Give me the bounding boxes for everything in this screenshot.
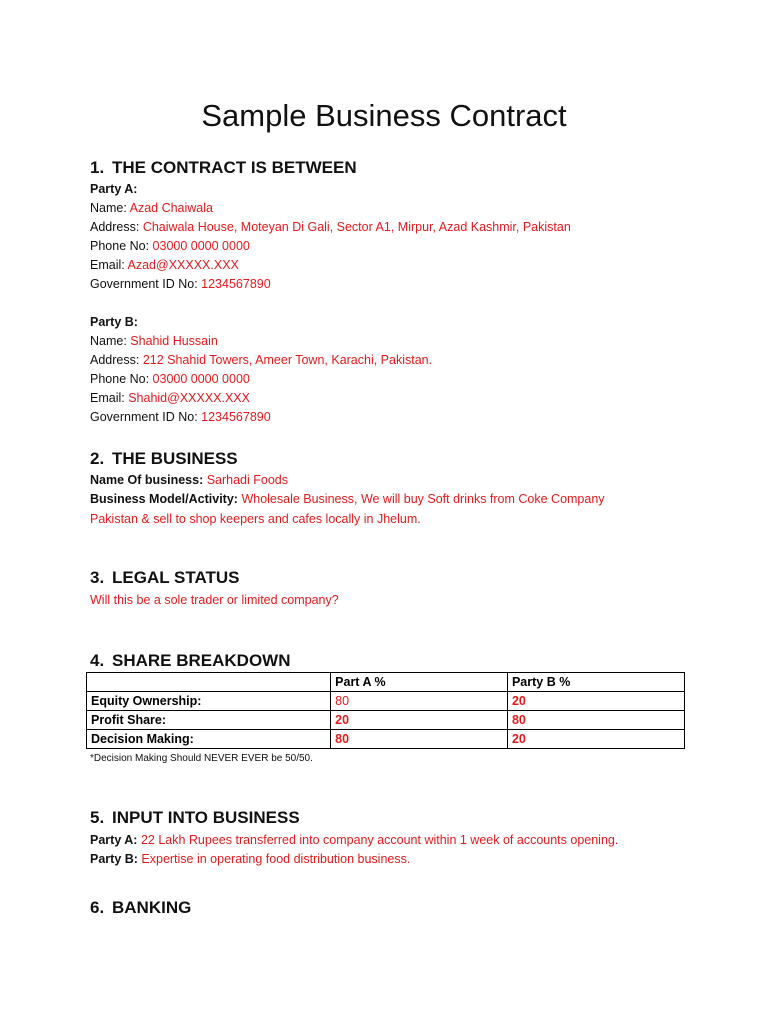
section-4-heading <box>90 650 291 672</box>
business-name: Sarhadi Foods <box>206 473 289 487</box>
row-label: Decision Making: <box>87 730 331 749</box>
party-b-govid-label: Government ID No: <box>90 410 202 424</box>
share-breakdown-table <box>86 672 685 749</box>
input-party-b: Expertise in operating food distribution business. <box>141 852 411 866</box>
party-b-govid-row <box>90 408 271 427</box>
party-a-value: 80 <box>331 730 508 749</box>
table-header-cell <box>87 673 331 692</box>
legal-status-question: Will this be a sole trader or limited company? <box>90 593 339 607</box>
party-a-email-row <box>90 256 239 275</box>
party-a-phone-label: Phone No: <box>90 239 153 253</box>
section-2-heading <box>90 448 238 470</box>
business-name-row <box>90 471 288 490</box>
party-a-label: Party A: <box>90 182 138 196</box>
business-model-row <box>90 490 605 509</box>
row-label: Equity Ownership: <box>87 692 331 711</box>
party-b-phone: 03000 0000 0000 <box>152 372 250 386</box>
table-row <box>87 730 685 749</box>
party-a-govid: 1234567890 <box>201 277 271 291</box>
input-party-b-row <box>90 850 410 869</box>
party-b-email-label: Email: <box>90 391 129 405</box>
party-a-phone-row <box>90 237 250 256</box>
input-party-b-label: Party B: <box>90 852 142 866</box>
party-a-name-label: Name: <box>90 201 130 215</box>
party-b-label: Party B: <box>90 315 138 329</box>
section-5-number: 5. <box>90 808 105 827</box>
section-6-title: BANKING <box>112 898 192 917</box>
table-row <box>87 711 685 730</box>
section-3-heading <box>90 567 240 589</box>
input-party-a-label: Party A: <box>90 833 141 847</box>
business-name-label: Name Of business: <box>90 473 207 487</box>
section-2-title: THE BUSINESS <box>112 449 238 468</box>
party-a-govid-label: Government ID No: <box>90 277 202 291</box>
section-1-heading <box>90 157 357 179</box>
table-row <box>87 692 685 711</box>
party-a-address-row <box>90 218 571 237</box>
table-header-cell: Party B % <box>507 673 684 692</box>
party-b-value: 20 <box>507 730 684 749</box>
party-b-phone-label: Phone No: <box>90 372 153 386</box>
section-1-number: 1. <box>90 158 105 177</box>
row-label: Profit Share: <box>87 711 331 730</box>
party-a-phone: 03000 0000 0000 <box>152 239 250 253</box>
party-b-value: 20 <box>507 692 684 711</box>
page-title: Sample Business Contract <box>201 98 567 133</box>
table-header-row <box>87 673 685 692</box>
section-6-number: 6. <box>90 898 105 917</box>
section-4-title: SHARE BREAKDOWN <box>112 651 291 670</box>
section-5-title: INPUT INTO BUSINESS <box>112 808 300 827</box>
section-3-title: LEGAL STATUS <box>112 568 240 587</box>
party-a-govid-row <box>90 275 271 294</box>
party-b-govid: 1234567890 <box>201 410 271 424</box>
decision-making-note: *Decision Making Should NEVER EVER be 50/50. <box>90 753 313 764</box>
section-5-heading <box>90 807 300 829</box>
party-b-name-label: Name: <box>90 334 131 348</box>
business-model-line2: Pakistan & sell to shop keepers and cafes locally in Jhelum. <box>90 512 421 526</box>
party-b-email-row <box>90 389 250 408</box>
party-b-email: Shahid@XXXXX.XXX <box>128 391 250 405</box>
party-a-value: 20 <box>331 711 508 730</box>
party-a-address: Chaiwala House, Moteyan Di Gali, Sector A1, Mirpur, Azad Kashmir, Pakistan <box>142 220 571 234</box>
party-b-name: Shahid Hussain <box>130 334 218 348</box>
party-b-address-row <box>90 351 432 370</box>
party-b-name-row <box>90 332 218 351</box>
party-a-name-row <box>90 199 213 218</box>
party-b-value: 80 <box>507 711 684 730</box>
table-header-cell: Part A % <box>331 673 508 692</box>
input-party-a: 22 Lakh Rupees transferred into company account within 1 week of accounts opening. <box>140 833 619 847</box>
section-3-number: 3. <box>90 568 105 587</box>
party-a-name: Azad Chaiwala <box>129 201 213 215</box>
section-2-number: 2. <box>90 449 105 468</box>
business-model-line1: Wholesale Business, We will buy Soft drinks from Coke Company <box>241 492 605 506</box>
party-b-address: 212 Shahid Towers, Ameer Town, Karachi, Pakistan. <box>142 353 433 367</box>
input-party-a-row <box>90 831 618 850</box>
business-model-label: Business Model/Activity: <box>90 492 242 506</box>
party-a-address-label: Address: <box>90 220 143 234</box>
party-a-value: 80 <box>331 692 508 711</box>
party-a-email: Azad@XXXXX.XXX <box>127 258 239 272</box>
party-b-phone-row <box>90 370 250 389</box>
party-b-address-label: Address: <box>90 353 143 367</box>
section-1-title: THE CONTRACT IS BETWEEN <box>112 158 357 177</box>
section-6-heading <box>90 897 191 919</box>
section-4-number: 4. <box>90 651 105 670</box>
party-a-email-label: Email: <box>90 258 128 272</box>
